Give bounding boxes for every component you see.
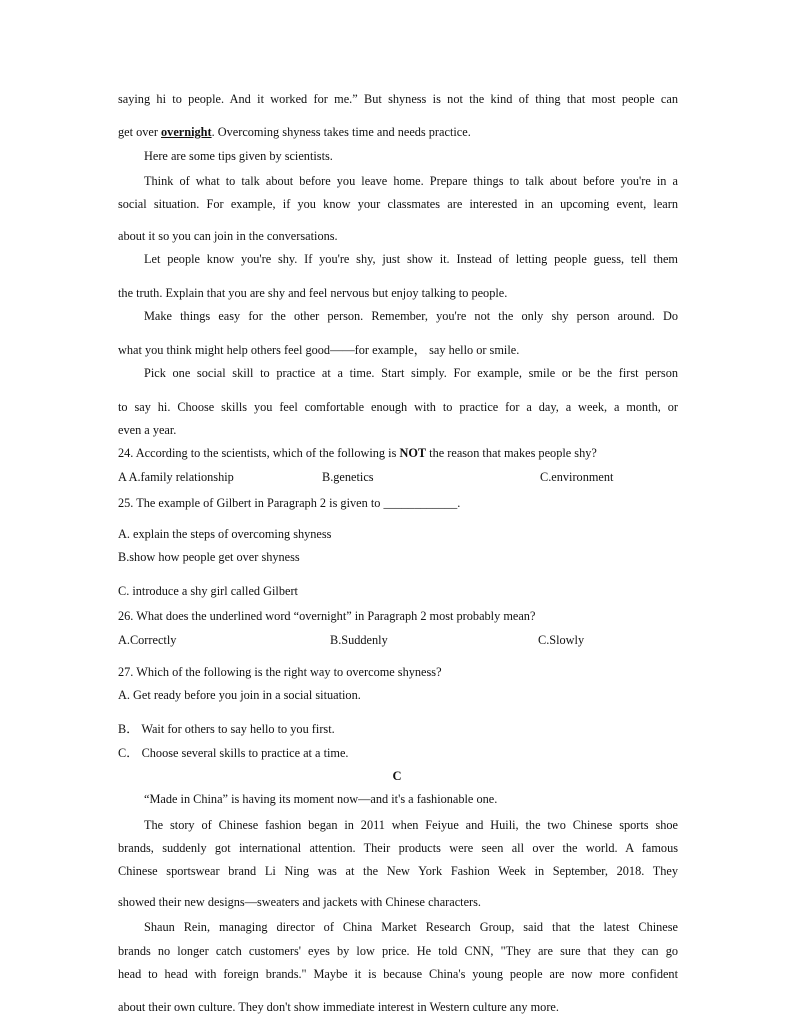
section-heading: C xyxy=(392,769,402,783)
question-24-option-c: C.environment xyxy=(540,470,614,484)
question-27-option-b: B． Wait for others to say hello to you first. xyxy=(118,722,335,736)
passage-line: the truth. Explain that you are shy and feel nervous but enjoy talking to people. xyxy=(118,286,508,300)
passage-line: even a year. xyxy=(118,423,177,437)
text-segment: get over xyxy=(118,125,162,139)
passage-line: about their own culture. They don't show immediate interest in Western culture any more. xyxy=(118,1000,559,1014)
passage-line: Shaun Rein, managing director of China Market Research Group, said that the latest Chinese xyxy=(144,920,678,934)
passage-line: Think of what to talk about before you leave home. Prepare things to talk about before you're in a xyxy=(144,174,678,188)
question-27-option-a: A. Get ready before you join in a social situation. xyxy=(118,688,361,702)
passage-line: “Made in China” is having its moment now—and it's a fashionable one. xyxy=(144,792,498,806)
question-24-option-a: A A.family relationship xyxy=(118,470,234,484)
passage-line: what you think might help others feel good——for example， say hello or smile. xyxy=(118,343,520,357)
passage-line: The story of Chinese fashion began in 2011 when Feiyue and Huili, the two Chinese sports shoe xyxy=(144,818,678,832)
question-25-option-b: B.show how people get over shyness xyxy=(118,550,300,564)
passage-line: Let people know you're shy. If you're shy, just show it. Instead of letting people guess, tell them xyxy=(144,252,678,266)
question-25-option-c: C. introduce a shy girl called Gilbert xyxy=(118,584,298,598)
passage-line: Make things easy for the other person. Remember, you're not the only shy person around. Do xyxy=(144,309,678,323)
question-24-stem xyxy=(118,446,597,460)
question-26-stem: 26. What does the underlined word “overnight” in Paragraph 2 most probably mean? xyxy=(118,609,536,623)
emphasis: NOT xyxy=(399,446,427,460)
question-27-stem: 27. Which of the following is the right way to overcome shyness? xyxy=(118,665,442,679)
passage-line: about it so you can join in the conversations. xyxy=(118,229,338,243)
underlined-word: overnight xyxy=(161,125,212,139)
question-25-option-a: A. explain the steps of overcoming shyness xyxy=(118,527,332,541)
question-26-option-a: A.Correctly xyxy=(118,633,177,647)
passage-line: saying hi to people. And it worked for me.” But shyness is not the kind of thing that most people can xyxy=(118,92,678,106)
question-27-option-c: C． Choose several skills to practice at a time. xyxy=(118,746,349,760)
passage-line: showed their new designs—sweaters and jackets with Chinese characters. xyxy=(118,895,481,909)
passage-line: brands, suddenly got international attention. Their products were seen all over the world. A famous xyxy=(118,841,678,855)
passage-line: brands no longer catch customers' eyes by low price. He told CNN, "They are sure that they can go xyxy=(118,944,678,958)
text-segment: . Overcoming shyness takes time and needs practice. xyxy=(211,125,471,139)
passage-line: to say hi. Choose skills you feel comfortable enough with to practice for a day, a week, a month, or xyxy=(118,400,678,414)
passage-line: Here are some tips given by scientists. xyxy=(144,149,333,163)
passage-line xyxy=(118,125,471,139)
question-25-stem: 25. The example of Gilbert in Paragraph 2 is given to ____________. xyxy=(118,496,461,510)
text-segment: 24. According to the scientists, which of the following is xyxy=(118,446,400,460)
question-26-option-b: B.Suddenly xyxy=(330,633,388,647)
passage-line: head to head with foreign brands." Maybe it is because China's young people are now more confident xyxy=(118,967,678,981)
passage-line: Chinese sportswear brand Li Ning was at the New York Fashion Week in September, 2018. They xyxy=(118,864,678,878)
passage-line: social situation. For example, if you know your classmates are interested in an upcoming event, learn xyxy=(118,197,678,211)
passage-line: Pick one social skill to practice at a time. Start simply. For example, smile or be the first person xyxy=(144,366,678,380)
question-26-option-c: C.Slowly xyxy=(538,633,585,647)
question-24-option-b: B.genetics xyxy=(322,470,374,484)
text-segment: the reason that makes people shy? xyxy=(426,446,597,460)
